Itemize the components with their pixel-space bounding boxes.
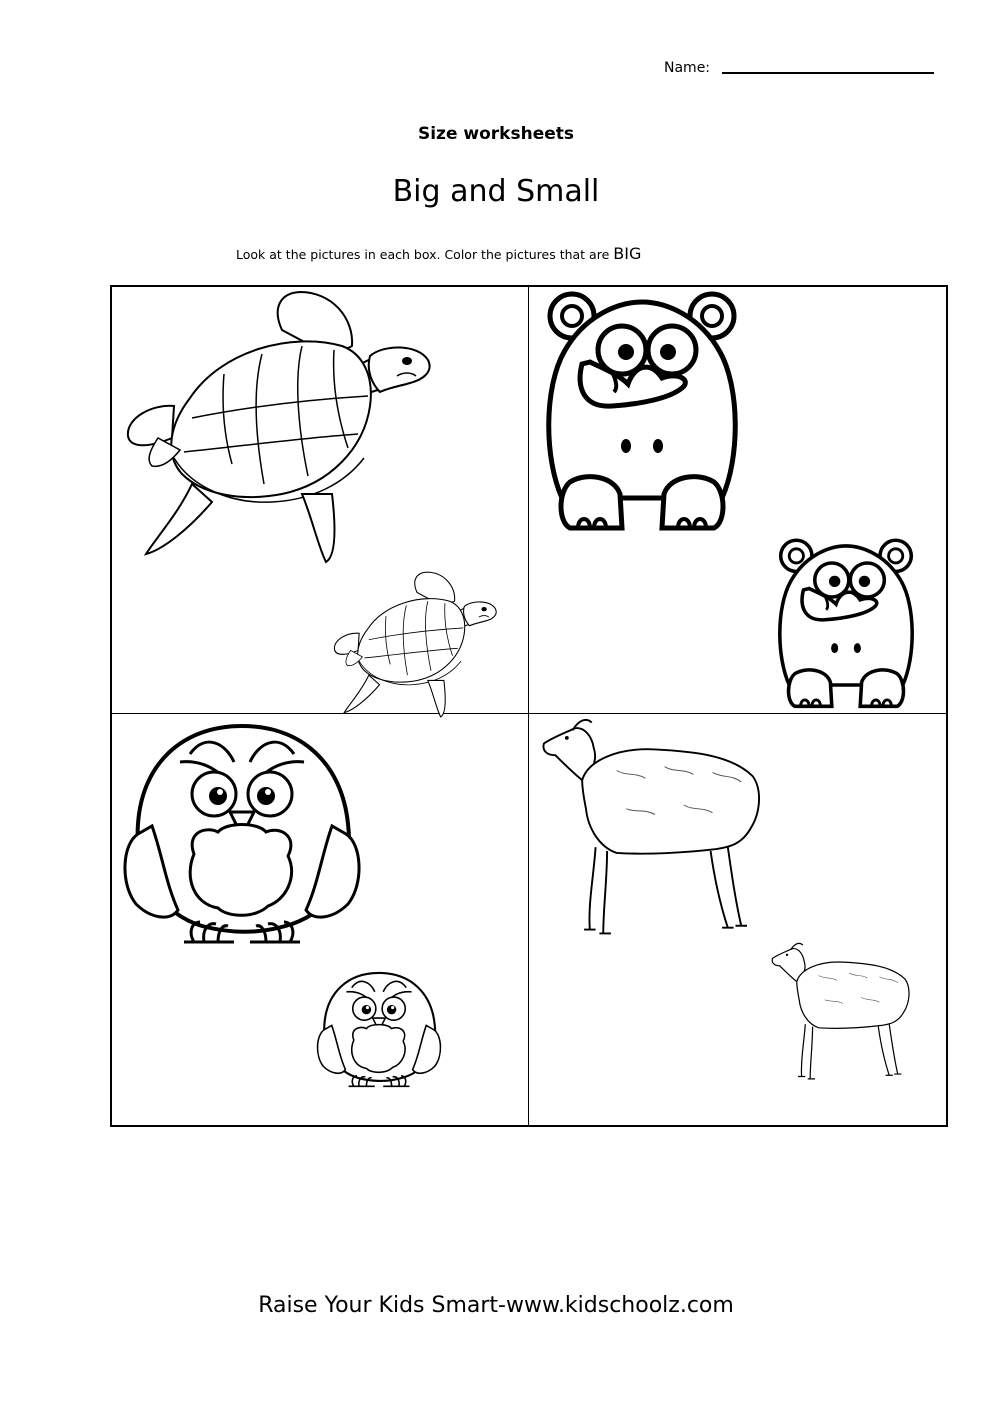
small-owl-picture[interactable] bbox=[316, 966, 442, 1088]
big-rhino-picture[interactable] bbox=[542, 288, 742, 536]
big-turtle-picture[interactable] bbox=[122, 288, 438, 564]
instructions bbox=[236, 244, 641, 263]
big-sheep-picture[interactable] bbox=[540, 712, 770, 944]
big-owl-picture[interactable] bbox=[122, 714, 362, 944]
worksheet-title: Big and Small bbox=[392, 174, 600, 209]
name-line[interactable] bbox=[722, 72, 934, 74]
footer-credit: Raise Your Kids Smart-www.kidschoolz.com bbox=[258, 1293, 734, 1318]
small-turtle-picture[interactable] bbox=[330, 570, 502, 718]
small-rhino-picture[interactable] bbox=[772, 536, 920, 712]
instructions-emphasis: BIG bbox=[613, 244, 642, 263]
small-sheep-picture[interactable] bbox=[770, 938, 916, 1086]
grid-vertical-divider bbox=[528, 285, 529, 1127]
name-label: Name: bbox=[664, 60, 711, 76]
worksheet-subtitle: Size worksheets bbox=[417, 124, 574, 144]
instructions-text: Look at the pictures in each box. Color the pictures that are bbox=[236, 247, 610, 262]
